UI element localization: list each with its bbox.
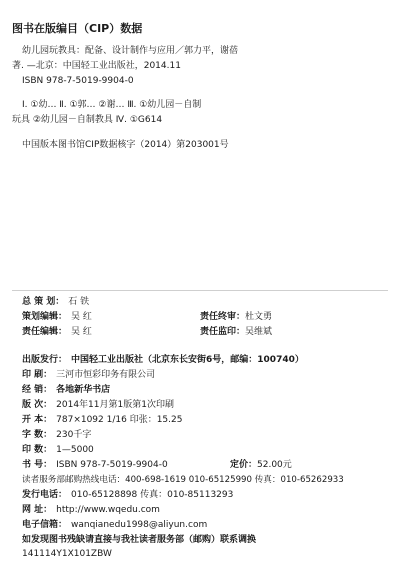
cip-line-5: 玩具 ②幼儿园－自制教具 Ⅳ. ①G614 xyxy=(12,115,163,125)
pub-publisher-label: 出版发行： xyxy=(22,355,68,365)
credit-supervisor-value: 吴维斌 xyxy=(245,327,273,337)
credit-planner xyxy=(22,296,89,308)
divider-line xyxy=(12,290,388,291)
credit-final-editor xyxy=(200,311,272,323)
pub-code: 141114Y1X101ZBW xyxy=(22,549,112,559)
cip-line-4: Ⅰ. ①幼… Ⅱ. ①郭… ②谢… Ⅲ. ①幼儿园－自制 xyxy=(22,100,202,110)
pub-edition-value: 2014年11月第1版第1次印刷 xyxy=(56,400,174,410)
credit-resp-editor-value: 吴 红 xyxy=(71,327,92,337)
pub-email xyxy=(22,519,207,531)
pub-isbn-label: 书 号： xyxy=(22,460,53,470)
pub-wordcount-label: 字 数： xyxy=(22,430,53,440)
pub-distributor-value: 各地新华书店 xyxy=(56,385,111,395)
cip-line-3: ISBN 978-7-5019-9904-0 xyxy=(22,76,134,86)
pub-printer xyxy=(22,369,155,381)
pub-format-value: 787×1092 1/16 印张：15.25 xyxy=(56,415,183,425)
credit-planner-label: 总 策 划： xyxy=(22,297,65,307)
pub-dist-phone-label: 发行电话： xyxy=(22,490,68,500)
pub-website-value: http://www.wqedu.com xyxy=(56,505,160,515)
pub-website xyxy=(22,504,160,516)
pub-price-value: 52.00元 xyxy=(257,460,292,470)
credit-supervisor-label: 责任监印： xyxy=(200,327,246,337)
credit-plan-editor xyxy=(22,311,92,323)
credit-planner-value: 石 铁 xyxy=(68,297,90,307)
pub-isbn xyxy=(22,459,168,471)
credit-final-editor-label: 责任终审： xyxy=(200,312,246,322)
pub-email-label: 电子信箱： xyxy=(22,520,68,530)
pub-printrun xyxy=(22,444,94,456)
credit-plan-editor-value: 吴 红 xyxy=(71,312,92,322)
pub-dist-phone-value: 010-65128898 传真：010-85113293 xyxy=(71,490,234,500)
credit-final-editor-value: 杜文勇 xyxy=(245,312,273,322)
pub-edition xyxy=(22,399,174,411)
pub-printrun-value: 1—5000 xyxy=(56,445,94,455)
cip-line-2: 著. —北京：中国轻工业出版社，2014.11 xyxy=(12,61,181,71)
credit-resp-editor-label: 责任编辑： xyxy=(22,327,68,337)
credit-plan-editor-label: 策划编辑： xyxy=(22,312,68,322)
credit-resp-editor xyxy=(22,326,92,338)
pub-notice: 如发现图书残缺请直接与我社读者服务部（邮购）联系调换 xyxy=(22,535,257,545)
pub-distributor xyxy=(22,384,110,396)
cip-line-1: 幼儿园玩教具：配备、设计制作与应用／郭力平，谢蓓 xyxy=(22,46,239,56)
pub-wordcount xyxy=(22,429,91,441)
pub-printer-value: 三河市恒彩印务有限公司 xyxy=(56,370,156,380)
pub-format-label: 开 本： xyxy=(22,415,53,425)
pub-edition-label: 版 次： xyxy=(22,400,53,410)
pub-distributor-label: 经 销： xyxy=(22,385,53,395)
pub-email-value: wanqianedu1998@aliyun.com xyxy=(71,520,208,530)
pub-publisher-value: 中国轻工业出版社（北京东长安街6号，邮编：100740） xyxy=(71,355,304,365)
cip-title: 图书在版编目（CIP）数据 xyxy=(12,22,143,35)
pub-dist-phone xyxy=(22,489,233,501)
pub-publisher xyxy=(22,354,304,366)
pub-printer-label: 印 刷： xyxy=(22,370,53,380)
credit-supervisor xyxy=(200,326,272,338)
pub-isbn-value: ISBN 978-7-5019-9904-0 xyxy=(56,460,168,470)
pub-reader-service: 读者服务部邮购热线电话：400-698-1619 010-65125990 传真：010-65262933 xyxy=(22,475,344,485)
pub-website-label: 网 址： xyxy=(22,505,53,515)
pub-wordcount-value: 230千字 xyxy=(56,430,92,440)
cip-line-6: 中国版本图书馆CIP数据核字（2014）第203001号 xyxy=(22,140,229,150)
pub-format xyxy=(22,414,182,426)
pub-price xyxy=(230,459,292,471)
pub-price-label: 定价： xyxy=(230,460,258,470)
pub-printrun-label: 印 数： xyxy=(22,445,53,455)
